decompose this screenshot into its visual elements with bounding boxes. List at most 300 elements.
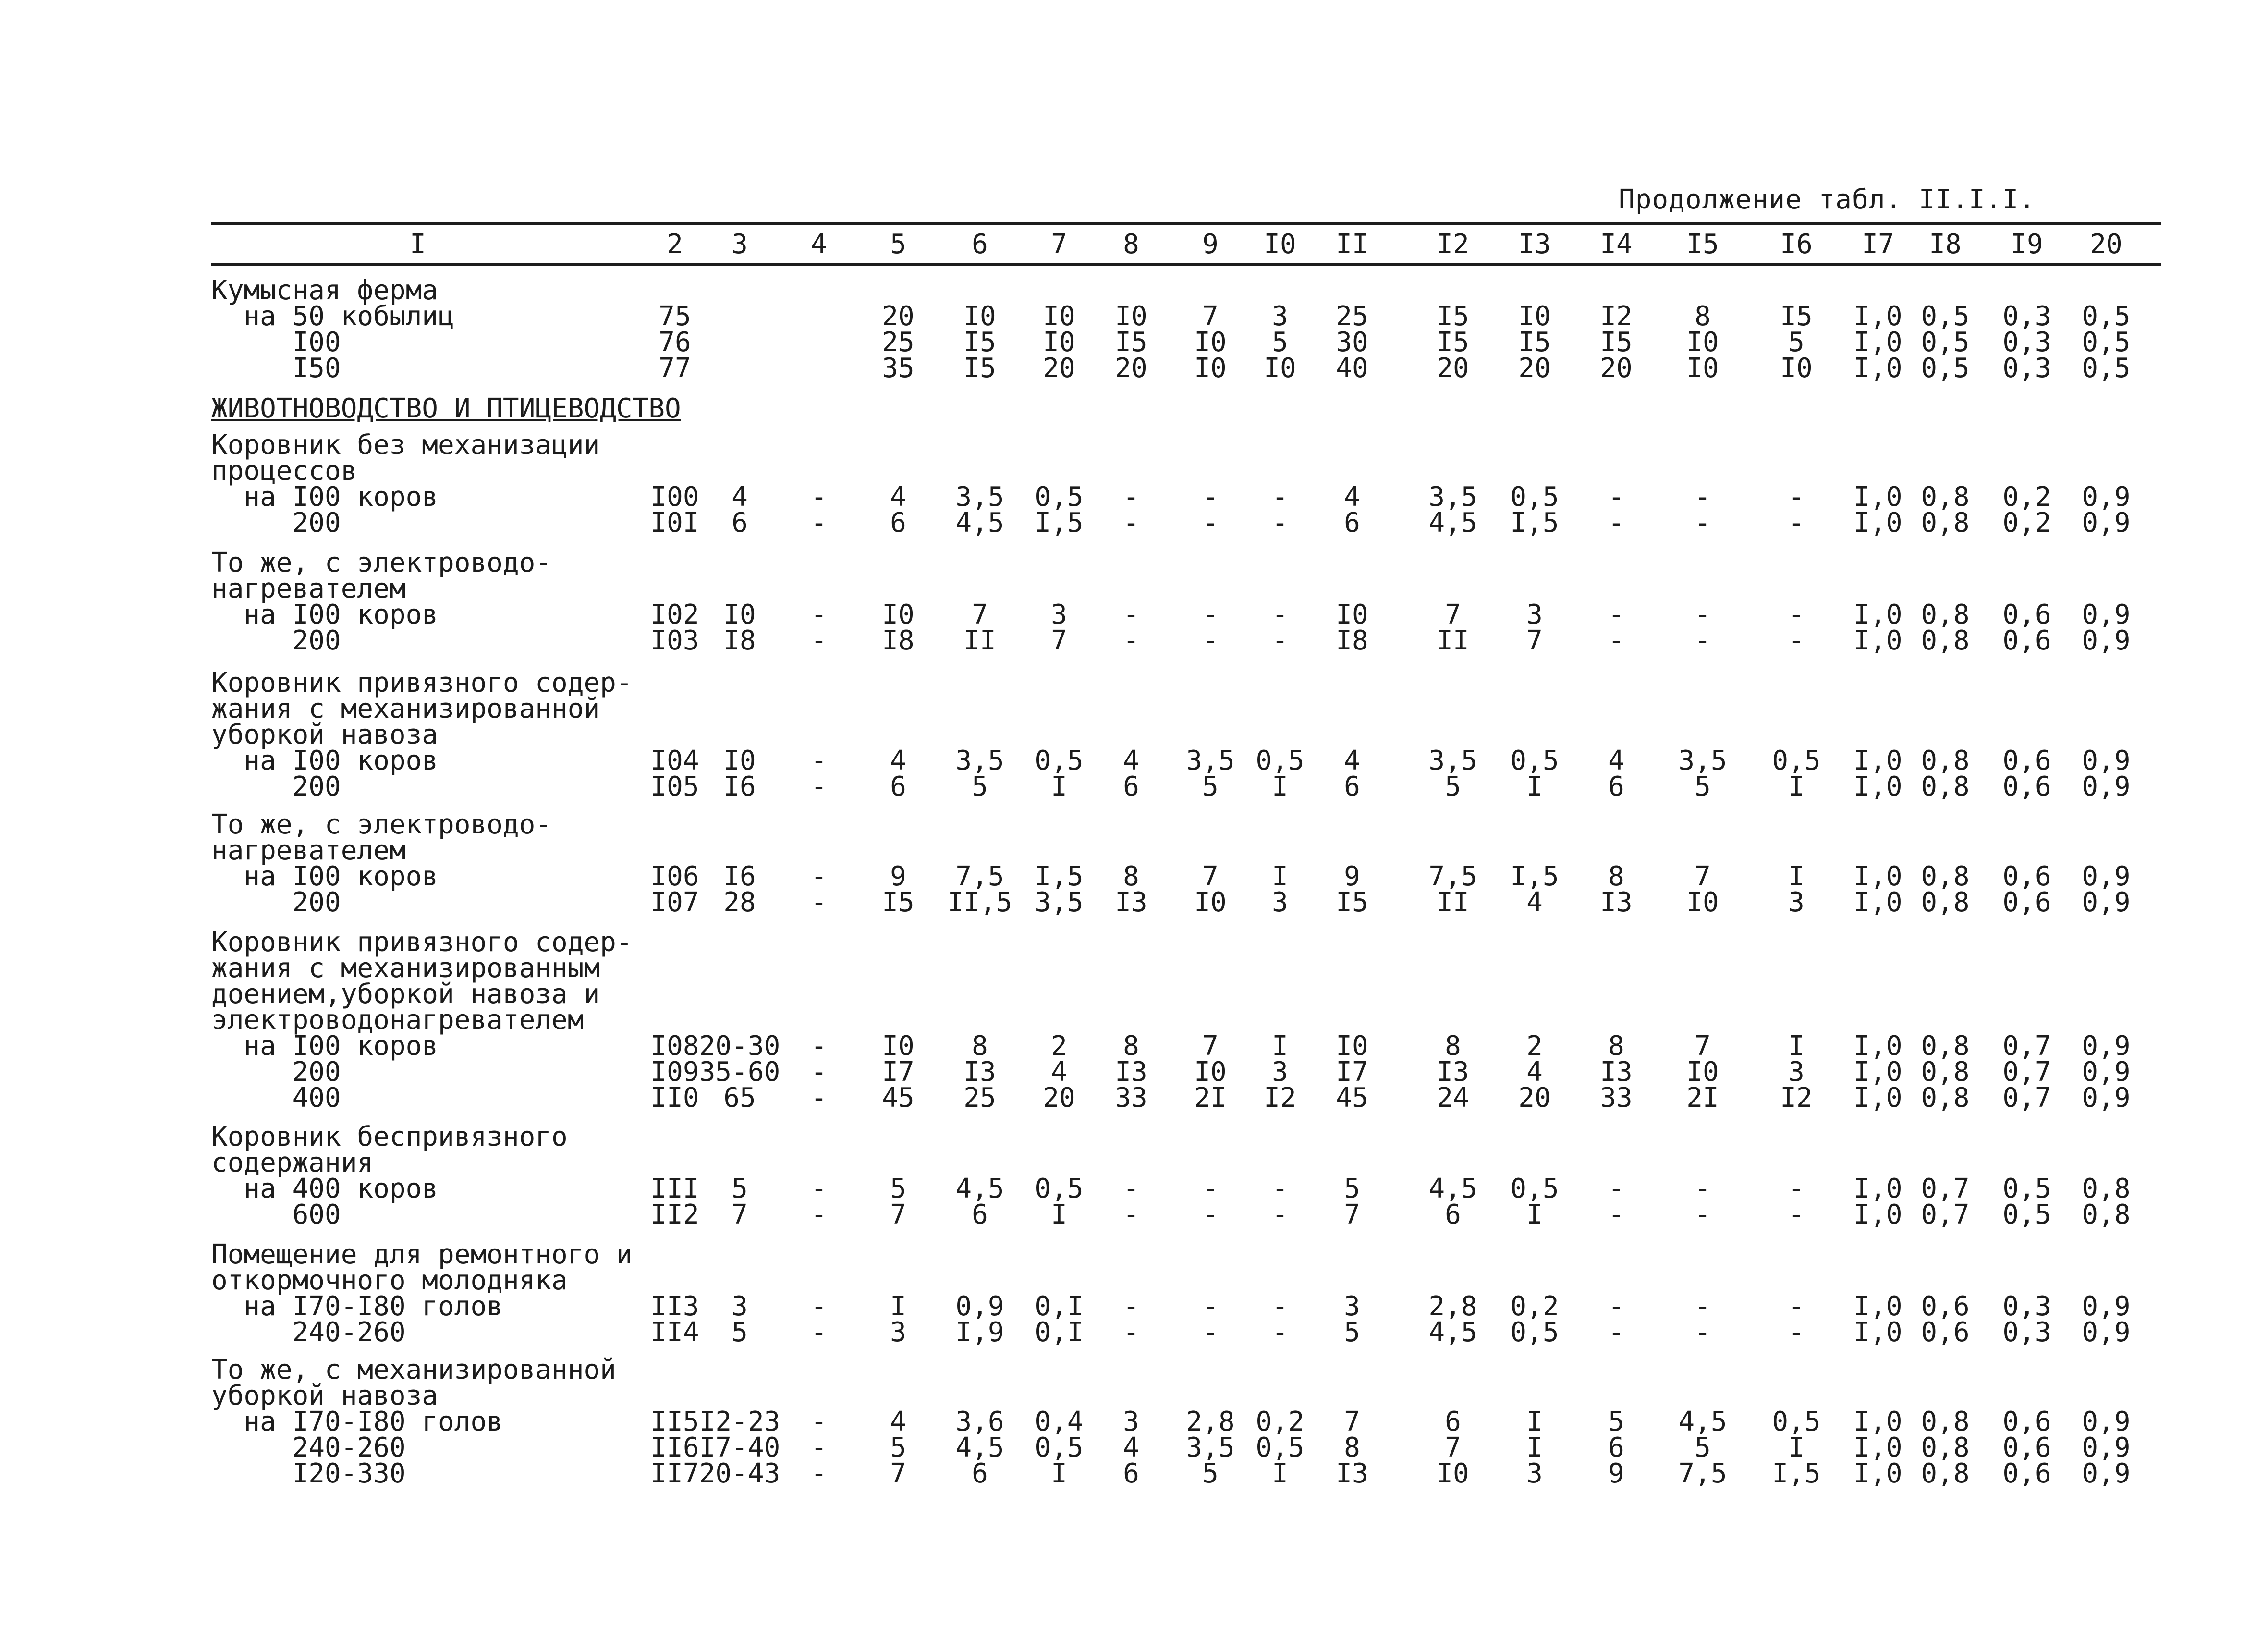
- table-cell: 4: [890, 481, 906, 513]
- row-label-line: 400: [211, 1082, 341, 1114]
- table-cell: 0,7: [2002, 1056, 2051, 1088]
- table-cell: I3: [1336, 1458, 1368, 1489]
- table-cell: I0: [963, 301, 996, 332]
- table-cell: 35: [882, 353, 915, 384]
- row-label-line: 240-260: [211, 1432, 406, 1463]
- table-cell: I0I: [650, 507, 699, 539]
- table-cell: II: [963, 625, 996, 656]
- table-cell: I,0: [1853, 771, 1902, 802]
- table-cell: I0: [1686, 353, 1719, 384]
- table-cell: -: [1123, 625, 1139, 656]
- table-cell: 7: [1202, 301, 1219, 332]
- table-cell: -: [811, 625, 827, 656]
- table-cell: -: [1695, 599, 1711, 630]
- table-cell: I: [1788, 771, 1805, 802]
- table-cell: 0,2: [2002, 507, 2051, 539]
- table-cell: 2: [1526, 1030, 1543, 1062]
- table-cell: 3: [1272, 887, 1288, 918]
- table-cell: I0: [1043, 327, 1075, 358]
- table-cell: I0: [882, 599, 915, 630]
- table-cell: I,5: [1035, 861, 1084, 892]
- table-cell: 2I: [1194, 1082, 1227, 1114]
- table-cell: I02: [650, 599, 699, 630]
- table-cell: 0,8: [1921, 625, 1970, 656]
- table-cell: -: [1272, 481, 1288, 513]
- table-cell: 8: [1608, 861, 1624, 892]
- table-cell: -: [1272, 1317, 1288, 1348]
- table-cell: 0,5: [1256, 745, 1305, 776]
- table-cell: -: [1608, 1199, 1624, 1230]
- table-cell: -: [1202, 1173, 1219, 1204]
- column-header-1: I: [410, 229, 426, 260]
- table-cell: -: [1608, 1173, 1624, 1204]
- table-cell: I: [1051, 771, 1067, 802]
- table-cell: 0,9: [2082, 861, 2131, 892]
- table-cell: 0,6: [2002, 599, 2051, 630]
- table-cell: I0: [1115, 301, 1147, 332]
- table-cell: -: [1788, 1173, 1805, 1204]
- table-cell: I08: [650, 1030, 699, 1062]
- table-cell: 20: [1600, 353, 1633, 384]
- table-cell: 5: [1344, 1173, 1360, 1204]
- column-header-12: I2: [1437, 229, 1469, 260]
- section-title: ЖИВОТНОВОДСТВО И ПТИЦЕВОДСТВО: [211, 393, 681, 424]
- table-cell: 7: [1344, 1406, 1360, 1437]
- table-header-rule: [211, 263, 2161, 266]
- table-cell: 20: [1437, 353, 1469, 384]
- table-cell: -: [1608, 481, 1624, 513]
- table-cell: -: [1695, 1173, 1711, 1204]
- table-cell: 7: [972, 599, 988, 630]
- table-cell: 20: [1115, 353, 1147, 384]
- table-cell: 0,9: [2082, 1082, 2131, 1114]
- table-cell: 0,8: [2082, 1173, 2131, 1204]
- row-label-line: доением,уборкой навоза и: [211, 979, 600, 1010]
- table-cell: 9: [1344, 861, 1360, 892]
- table-cell: 8: [1123, 861, 1139, 892]
- table-cell: I,0: [1853, 887, 1902, 918]
- row-label-line: содержания: [211, 1147, 374, 1178]
- table-cell: 20: [882, 301, 915, 332]
- table-cell: 8: [1445, 1030, 1461, 1062]
- table-cell: -: [1788, 1291, 1805, 1322]
- row-label-line: откормочного молодняка: [211, 1265, 568, 1296]
- table-cell: I: [1272, 861, 1288, 892]
- table-cell: 0,5: [2082, 353, 2131, 384]
- table-cell: -: [1123, 1291, 1139, 1322]
- table-cell: 7: [890, 1458, 906, 1489]
- table-cell: I7-40: [699, 1432, 780, 1463]
- row-label-line: То же, с механизированной: [211, 1354, 616, 1385]
- table-cell: I,0: [1853, 861, 1902, 892]
- table-cell: 6: [1123, 1458, 1139, 1489]
- table-cell: -: [1123, 481, 1139, 513]
- table-cell: -: [811, 1199, 827, 1230]
- table-cell: 3: [1344, 1291, 1360, 1322]
- table-cell: 5: [890, 1432, 906, 1463]
- table-cell: I3: [1115, 887, 1147, 918]
- table-cell: 25: [1336, 301, 1368, 332]
- table-cell: 5: [1202, 771, 1219, 802]
- table-cell: 8: [1344, 1432, 1360, 1463]
- table-cell: I: [1788, 1030, 1805, 1062]
- table-cell: I: [1526, 771, 1543, 802]
- continuation-title: Продолжение табл. II.I.I.: [1619, 184, 2036, 215]
- table-cell: 4,5: [955, 507, 1004, 539]
- table-cell: 0,9: [2082, 771, 2131, 802]
- table-cell: 7: [732, 1199, 748, 1230]
- table-cell: 0,8: [1921, 507, 1970, 539]
- row-label-line: 200: [211, 507, 341, 539]
- table-cell: I,0: [1853, 1432, 1902, 1463]
- table-cell: 5: [1695, 771, 1711, 802]
- table-cell: I0: [1686, 327, 1719, 358]
- table-cell: 20: [1043, 353, 1075, 384]
- table-top-rule: [211, 222, 2161, 225]
- table-cell: 5: [1608, 1406, 1624, 1437]
- row-label-line: уборкой навоза: [211, 1380, 439, 1411]
- table-cell: I5: [1780, 301, 1813, 332]
- table-cell: II: [1437, 887, 1469, 918]
- table-cell: I: [1526, 1406, 1543, 1437]
- table-cell: 35-60: [699, 1056, 780, 1088]
- row-label-line: нагревателем: [211, 835, 406, 866]
- table-cell: 3,5: [955, 481, 1004, 513]
- table-cell: 0,9: [2082, 1317, 2131, 1348]
- table-cell: 45: [882, 1082, 915, 1114]
- table-cell: 0,9: [2082, 1406, 2131, 1437]
- table-cell: -: [1123, 1317, 1139, 1348]
- column-header-2: 2: [667, 229, 683, 260]
- table-cell: -: [811, 1082, 827, 1114]
- table-cell: 8: [1695, 301, 1711, 332]
- table-cell: 20-43: [699, 1458, 780, 1489]
- row-label-line: 240-260: [211, 1317, 406, 1348]
- table-cell: 0,8: [1921, 861, 1970, 892]
- row-label-line: Коровник без механизации: [211, 429, 600, 461]
- table-cell: -: [1608, 599, 1624, 630]
- table-cell: 0,5: [1921, 301, 1970, 332]
- column-header-11: II: [1336, 229, 1368, 260]
- table-cell: -: [1788, 481, 1805, 513]
- table-cell: I2-23: [699, 1406, 780, 1437]
- table-cell: I: [1272, 1458, 1288, 1489]
- table-cell: 6: [732, 507, 748, 539]
- table-cell: 4: [1123, 1432, 1139, 1463]
- table-cell: 0,8: [1921, 771, 1970, 802]
- table-cell: 0,5: [1921, 327, 1970, 358]
- table-cell: 0,8: [1921, 599, 1970, 630]
- row-label-line: Помещение для ремонтного и: [211, 1239, 633, 1270]
- column-header-19: I9: [2011, 229, 2043, 260]
- column-header-14: I4: [1600, 229, 1633, 260]
- table-cell: I6: [723, 861, 756, 892]
- table-cell: I3: [1600, 887, 1633, 918]
- table-cell: II,5: [947, 887, 1012, 918]
- table-cell: I09: [650, 1056, 699, 1088]
- table-cell: 0,8: [1921, 1056, 1970, 1088]
- table-cell: 3,5: [1678, 745, 1727, 776]
- table-cell: II4: [650, 1317, 699, 1348]
- table-cell: I06: [650, 861, 699, 892]
- table-cell: I7: [882, 1056, 915, 1088]
- table-cell: 3,5: [955, 745, 1004, 776]
- table-cell: -: [1788, 507, 1805, 539]
- row-label-line: Кумысная ферма: [211, 275, 439, 306]
- table-cell: 30: [1336, 327, 1368, 358]
- table-cell: -: [1272, 1291, 1288, 1322]
- table-cell: I,0: [1853, 745, 1902, 776]
- table-cell: I,0: [1853, 301, 1902, 332]
- table-cell: I3: [963, 1056, 996, 1088]
- table-cell: 0,5: [1035, 1432, 1084, 1463]
- table-cell: 3: [1788, 887, 1805, 918]
- table-cell: I,0: [1853, 353, 1902, 384]
- table-cell: 4,5: [1428, 1173, 1477, 1204]
- table-cell: I5: [1600, 327, 1633, 358]
- table-cell: -: [1272, 599, 1288, 630]
- table-cell: I0: [1194, 1056, 1227, 1088]
- table-cell: 7: [1051, 625, 1067, 656]
- table-cell: 6: [1344, 771, 1360, 802]
- table-cell: -: [1202, 1317, 1219, 1348]
- table-cell: I5: [963, 327, 996, 358]
- row-label-line: Коровник привязного содер-: [211, 927, 633, 958]
- table-cell: -: [1788, 599, 1805, 630]
- table-cell: 3: [1051, 599, 1067, 630]
- table-cell: 5: [1202, 1458, 1219, 1489]
- table-cell: 3,5: [1428, 745, 1477, 776]
- table-cell: 3: [1272, 1056, 1288, 1088]
- table-cell: 0,9: [2082, 625, 2131, 656]
- table-cell: 25: [882, 327, 915, 358]
- table-cell: 8: [1123, 1030, 1139, 1062]
- table-cell: 0,9: [2082, 1458, 2131, 1489]
- table-cell: -: [811, 599, 827, 630]
- table-cell: 7,5: [1428, 861, 1477, 892]
- table-cell: I0: [1336, 599, 1368, 630]
- table-cell: I0: [1043, 301, 1075, 332]
- row-label-line: на I70-I80 голов: [211, 1406, 503, 1437]
- table-cell: 0,9: [955, 1291, 1004, 1322]
- table-cell: 9: [1608, 1458, 1624, 1489]
- table-cell: 20: [1043, 1082, 1075, 1114]
- table-cell: I: [1051, 1458, 1067, 1489]
- table-cell: 6: [890, 507, 906, 539]
- table-cell: I5: [1437, 301, 1469, 332]
- table-cell: -: [1695, 507, 1711, 539]
- table-cell: -: [1202, 507, 1219, 539]
- row-label-line: на I00 коров: [211, 599, 439, 630]
- table-cell: -: [1788, 1317, 1805, 1348]
- table-cell: 0,8: [1921, 745, 1970, 776]
- column-header-4: 4: [811, 229, 827, 260]
- table-cell: I: [1526, 1432, 1543, 1463]
- row-label-line: 600: [211, 1199, 341, 1230]
- table-cell: 3,5: [1186, 1432, 1235, 1463]
- table-cell: 8: [1608, 1030, 1624, 1062]
- table-cell: 5: [732, 1173, 748, 1204]
- table-cell: I,0: [1853, 1458, 1902, 1489]
- column-header-7: 7: [1051, 229, 1067, 260]
- table-cell: -: [1272, 625, 1288, 656]
- table-cell: I,0: [1853, 599, 1902, 630]
- table-cell: 4: [1123, 745, 1139, 776]
- table-cell: I3: [1115, 1056, 1147, 1088]
- table-cell: 0,8: [2082, 1199, 2131, 1230]
- table-cell: III: [650, 1173, 699, 1204]
- row-label-line: жания с механизированным: [211, 953, 600, 984]
- table-cell: 6: [1608, 1432, 1624, 1463]
- table-cell: 40: [1336, 353, 1368, 384]
- table-cell: 3: [890, 1317, 906, 1348]
- table-cell: I0: [1336, 1030, 1368, 1062]
- table-cell: 4: [1526, 887, 1543, 918]
- table-cell: 4,5: [955, 1173, 1004, 1204]
- table-cell: I,0: [1853, 1082, 1902, 1114]
- table-cell: 0,9: [2082, 481, 2131, 513]
- column-header-16: I6: [1780, 229, 1813, 260]
- table-cell: 0,6: [2002, 1458, 2051, 1489]
- table-cell: 0,5: [2002, 1199, 2051, 1230]
- table-cell: -: [811, 1291, 827, 1322]
- table-cell: -: [1695, 625, 1711, 656]
- table-cell: 0,8: [1921, 1406, 1970, 1437]
- table-cell: 0,6: [2002, 861, 2051, 892]
- table-cell: I00: [650, 481, 699, 513]
- table-cell: I04: [650, 745, 699, 776]
- column-header-18: I8: [1929, 229, 1962, 260]
- table-cell: 7: [1445, 599, 1461, 630]
- table-cell: 4: [1526, 1056, 1543, 1088]
- table-cell: 3,6: [955, 1406, 1004, 1437]
- row-label-line: жания с механизированной: [211, 693, 600, 724]
- table-cell: I2: [1780, 1082, 1813, 1114]
- table-cell: 0,9: [2082, 1432, 2131, 1463]
- table-cell: -: [811, 1056, 827, 1088]
- table-cell: 0,3: [2002, 1317, 2051, 1348]
- table-cell: I0: [1686, 887, 1719, 918]
- table-cell: 33: [1115, 1082, 1147, 1114]
- table-cell: 4: [890, 745, 906, 776]
- row-label-line: То же, с электроводо-: [211, 547, 552, 578]
- row-label-line: электроводонагревателем: [211, 1004, 584, 1036]
- row-label-line: I20-330: [211, 1458, 406, 1489]
- table-cell: II5: [650, 1406, 699, 1437]
- row-label-line: 200: [211, 625, 341, 656]
- table-cell: I7: [1336, 1056, 1368, 1088]
- table-cell: 7: [1202, 861, 1219, 892]
- table-cell: -: [811, 1458, 827, 1489]
- table-cell: -: [1272, 1199, 1288, 1230]
- table-cell: 0,6: [1921, 1291, 1970, 1322]
- table-cell: 0,2: [2002, 481, 2051, 513]
- table-cell: 0,I: [1035, 1317, 1084, 1348]
- table-cell: -: [1123, 599, 1139, 630]
- table-cell: 0,2: [1256, 1406, 1305, 1437]
- row-label-line: уборкой навоза: [211, 719, 439, 750]
- table-cell: -: [1695, 481, 1711, 513]
- table-cell: 0,7: [1921, 1199, 1970, 1230]
- table-cell: 6: [972, 1458, 988, 1489]
- table-cell: -: [811, 1173, 827, 1204]
- column-header-8: 8: [1123, 229, 1139, 260]
- table-cell: 5: [972, 771, 988, 802]
- row-label-line: I00: [211, 327, 341, 358]
- table-cell: 0,8: [1921, 1432, 1970, 1463]
- table-cell: I0: [882, 1030, 915, 1062]
- row-label-line: I50: [211, 353, 341, 384]
- table-cell: 0,6: [2002, 745, 2051, 776]
- table-cell: 0,I: [1035, 1291, 1084, 1322]
- table-cell: I,0: [1853, 1406, 1902, 1437]
- table-cell: I0: [1780, 353, 1813, 384]
- table-cell: 7: [1445, 1432, 1461, 1463]
- table-cell: 0,6: [2002, 887, 2051, 918]
- table-cell: I,0: [1853, 1030, 1902, 1062]
- table-cell: I3: [1600, 1056, 1633, 1088]
- table-cell: I0: [723, 599, 756, 630]
- table-cell: I,0: [1853, 1291, 1902, 1322]
- table-cell: I0: [1194, 353, 1227, 384]
- table-cell: -: [811, 1030, 827, 1062]
- table-cell: I,0: [1853, 481, 1902, 513]
- table-cell: -: [811, 1406, 827, 1437]
- table-cell: 3,5: [1035, 887, 1084, 918]
- row-label-line: Коровник привязного содер-: [211, 667, 633, 698]
- table-cell: 0,7: [2002, 1082, 2051, 1114]
- table-cell: I: [890, 1291, 906, 1322]
- table-cell: -: [1123, 1199, 1139, 1230]
- table-cell: 76: [658, 327, 691, 358]
- table-cell: 0,3: [2002, 353, 2051, 384]
- table-cell: II7: [650, 1458, 699, 1489]
- table-cell: 7: [1695, 861, 1711, 892]
- row-label-line: 200: [211, 1056, 341, 1088]
- table-cell: 4: [732, 481, 748, 513]
- table-cell: 5: [890, 1173, 906, 1204]
- table-cell: 7: [890, 1199, 906, 1230]
- table-cell: II0: [650, 1082, 699, 1114]
- table-cell: 5: [1788, 327, 1805, 358]
- table-cell: 0,3: [2002, 1291, 2051, 1322]
- table-cell: 0,8: [1921, 1030, 1970, 1062]
- table-cell: I3: [1437, 1056, 1469, 1088]
- table-cell: 0,5: [1510, 481, 1559, 513]
- table-cell: I,5: [1510, 861, 1559, 892]
- table-cell: -: [1272, 507, 1288, 539]
- table-cell: 25: [963, 1082, 996, 1114]
- table-cell: I0: [1437, 1458, 1469, 1489]
- table-cell: 0,3: [2002, 327, 2051, 358]
- table-cell: 2,8: [1428, 1291, 1477, 1322]
- table-cell: I5: [1336, 887, 1368, 918]
- table-cell: I,0: [1853, 625, 1902, 656]
- table-cell: I: [1272, 1030, 1288, 1062]
- table-cell: 0,5: [1510, 1317, 1559, 1348]
- table-cell: -: [1788, 625, 1805, 656]
- table-cell: 0,9: [2082, 1291, 2131, 1322]
- table-cell: I05: [650, 771, 699, 802]
- table-cell: 4: [1344, 745, 1360, 776]
- table-cell: 6: [1344, 507, 1360, 539]
- table-cell: I,9: [955, 1317, 1004, 1348]
- table-cell: II2: [650, 1199, 699, 1230]
- table-cell: -: [1202, 625, 1219, 656]
- table-cell: -: [1202, 1199, 1219, 1230]
- table-cell: 0,6: [2002, 1406, 2051, 1437]
- table-cell: I8: [1336, 625, 1368, 656]
